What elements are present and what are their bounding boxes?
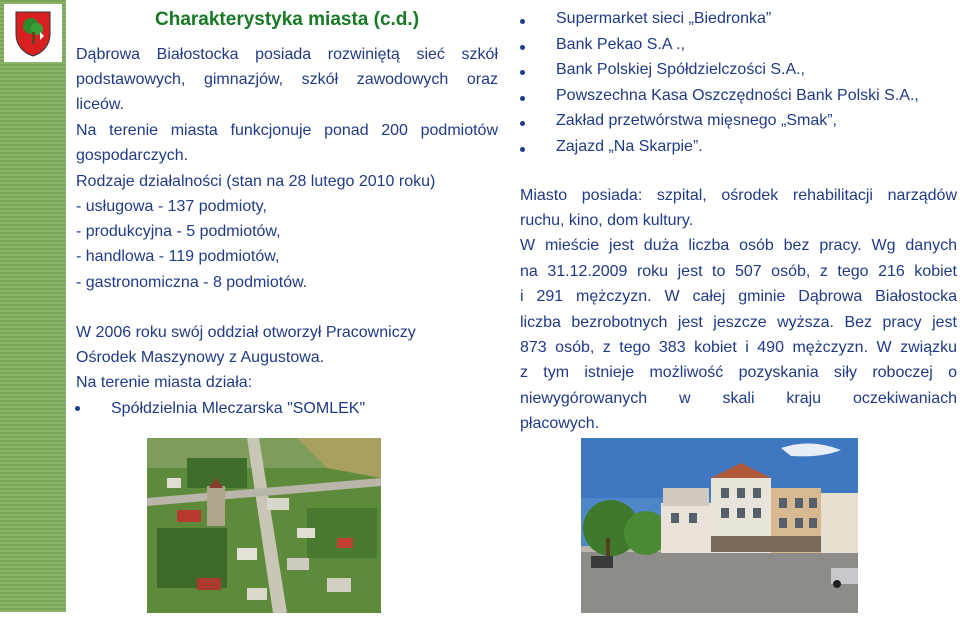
left-text-line: Na terenie miasta działa: (76, 374, 253, 391)
bullet-icon (520, 96, 525, 101)
left-text-line: podstawowych, gimnazjów, szkół zawodowych oraz (76, 71, 498, 88)
list-item: Zajazd „Na Skarpie”. (556, 138, 703, 155)
right-text-line: i 291 mężczyzn. W całej gminie Dąbrowa Białostocka (520, 288, 957, 305)
list-item: Supermarket sieci „Biedronka” (556, 10, 772, 27)
bullet-icon (520, 45, 525, 50)
right-text-line: Miasto posiada: szpital, ośrodek rehabilitacji narządów (520, 187, 957, 204)
list-item: Bank Polskiej Spółdzielczości S.A., (556, 61, 805, 78)
bullet-icon (520, 121, 525, 126)
right-text-line: płacowych. (520, 415, 600, 432)
list-item: Zakład przetwórstwa mięsnego „Smak”, (556, 112, 837, 129)
right-text-line: liczba bezrobotnych jest jeszcze wyższa. Bez pracy jest (520, 314, 957, 331)
left-text-line: - produkcyjna - 5 podmiotów, (76, 223, 281, 240)
page-title: Charakterystyka miasta (c.d.) (155, 9, 420, 30)
list-item: Powszechna Kasa Oszczędności Bank Polski S.A., (556, 87, 919, 104)
street-view-photo (581, 438, 858, 613)
left-text-line: Rodzaje działalności (stan na 28 lutego 2010 roku) (76, 173, 436, 190)
right-text-line: W mieście jest duża liczba osób bez pracy. Wg danych (520, 237, 957, 254)
town-aerial-photo (147, 438, 381, 613)
left-text-line: Dąbrowa Białostocka posiada rozwiniętą sieć szkół (76, 46, 498, 63)
left-text-line: Na terenie miasta funkcjonuje ponad 200 podmiotów (76, 122, 498, 139)
list-item: Spółdzielnia Mleczarska "SOMLEK" (111, 400, 366, 417)
bullet-icon (520, 70, 525, 75)
left-text-line: gospodarczych. (76, 147, 189, 164)
bullet-icon (520, 19, 525, 24)
town-crest-icon (4, 4, 62, 62)
right-text-line: na 31.12.2009 roku jest to 507 osób, z tego 216 kobiet (520, 263, 957, 280)
right-text-line: 873 osób, z tego 383 kobiet i 490 mężczyzn. W związku (520, 339, 957, 356)
list-item: Bank Pekao S.A ., (556, 36, 685, 53)
decorative-green-stripe (0, 0, 66, 612)
left-text-line: - usługowa - 137 podmioty, (76, 198, 267, 215)
left-text-line: liceów. (76, 96, 125, 113)
right-text-line: niewygórowanych w skali kraju oczekiwaniach (520, 390, 957, 407)
left-text-line: - gastronomiczna - 8 podmiotów. (76, 274, 308, 291)
left-text-line: W 2006 roku swój oddział otworzył Pracowniczy (76, 324, 416, 341)
bullet-icon (520, 147, 525, 152)
right-text-line: z tym istnieje możliwość pozyskania siły roboczej o (520, 364, 957, 381)
right-text-line: ruchu, kino, dom kultury. (520, 212, 694, 229)
left-text-line: - handlowa - 119 podmiotów, (76, 248, 280, 265)
left-text-line: Ośrodek Maszynowy z Augustowa. (76, 349, 325, 366)
bullet-icon (75, 406, 80, 411)
